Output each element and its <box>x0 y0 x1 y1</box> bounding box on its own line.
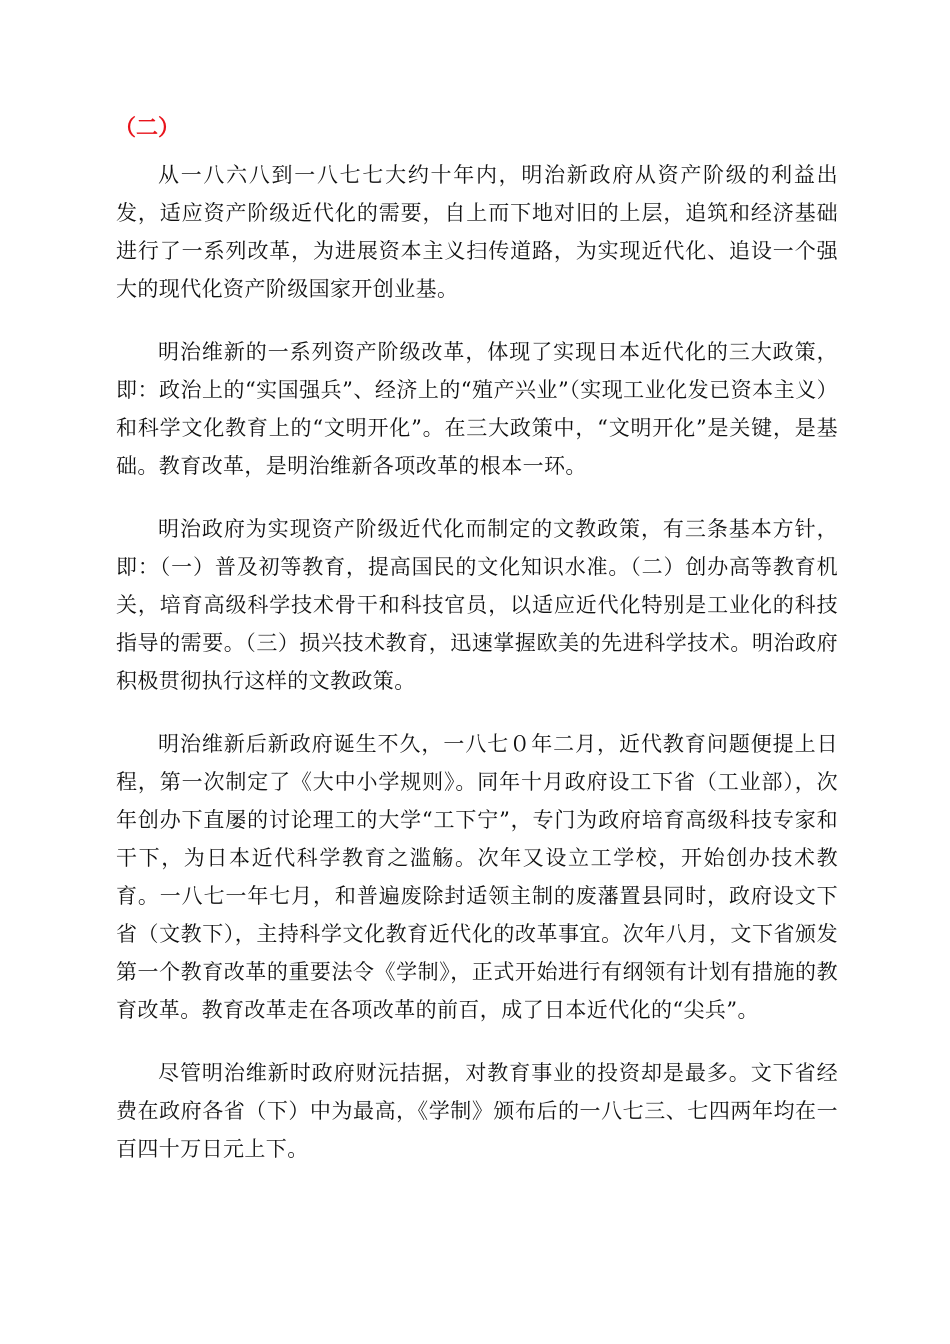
document-body <box>116 156 838 1193</box>
paragraph: 明治政府为实现资产阶级近代化而制定的文教政策，有三条基本方针，即：（一）普及初等教育，提高国民的文化知识水准。（二）创办高等教育机关，培育高级科学技术骨干和科技官员，以适应近代化特别是工业化的科技指导的需要。（三）损兴技术教育，迅速掌握欧美的先进科学技术。明治政府积极贯彻执行这样的文教政策。 <box>116 517 838 693</box>
paragraph: 从一八六八到一八七七大约十年内，明治新政府从资产阶级的利益出发，适应资产阶级近代化的需要，自上而下地对旧的上层，追筑和经济基础进行了一系列改革，为进展资本主义扫传道路，为实现近代化、追设一个强大的现代化资产阶级国家开创业基。 <box>116 163 838 301</box>
paragraph: 尽管明治维新时政府财沅拮据，对教育事业的投资却是最多。文下省经费在政府各省（下）中为最高，《学制》颁布后的一八七三、七四两年均在一百四十万日元上下。 <box>116 1061 838 1161</box>
section-heading: （二） <box>114 116 181 141</box>
paragraph: 明治维新后新政府诞生不久，一八七０年二月，近代教育问题便提上日程，第一次制定了《大中小学规则》。同年十月政府设工下省（工业部），次年创办下直屡的讨论理工的大学“工下宁”，专门为政府培育高级科技专家和干下，为日本近代科学教育之滥觞。次年又设立工学校，开始创办技术教育。一八七一年七月，和普遍废除封适领主制的废藩置县同时，政府设文下省（文教下），主持科学文化教育近代化的改革事宜。次年八月，文下省颁发第一个教育改革的重要法令《学制》，正式开始进行有纲领有计划有措施的教育改革。教育改革走在各项改革的前百，成了日本近代化的“尖兵”。 <box>116 732 838 1022</box>
paragraph: 明治维新的一系列资产阶级改革，体现了实现日本近代化的三大政策，即：政治上的“实国强兵”、经济上的“殖产兴业”（实现工业化发已资本主义）和科学文化教育上的“文明开化”。在三大政策中，“文明开化”是关键，是基础。教育改革，是明治维新各项改革的根本一环。 <box>116 340 838 478</box>
